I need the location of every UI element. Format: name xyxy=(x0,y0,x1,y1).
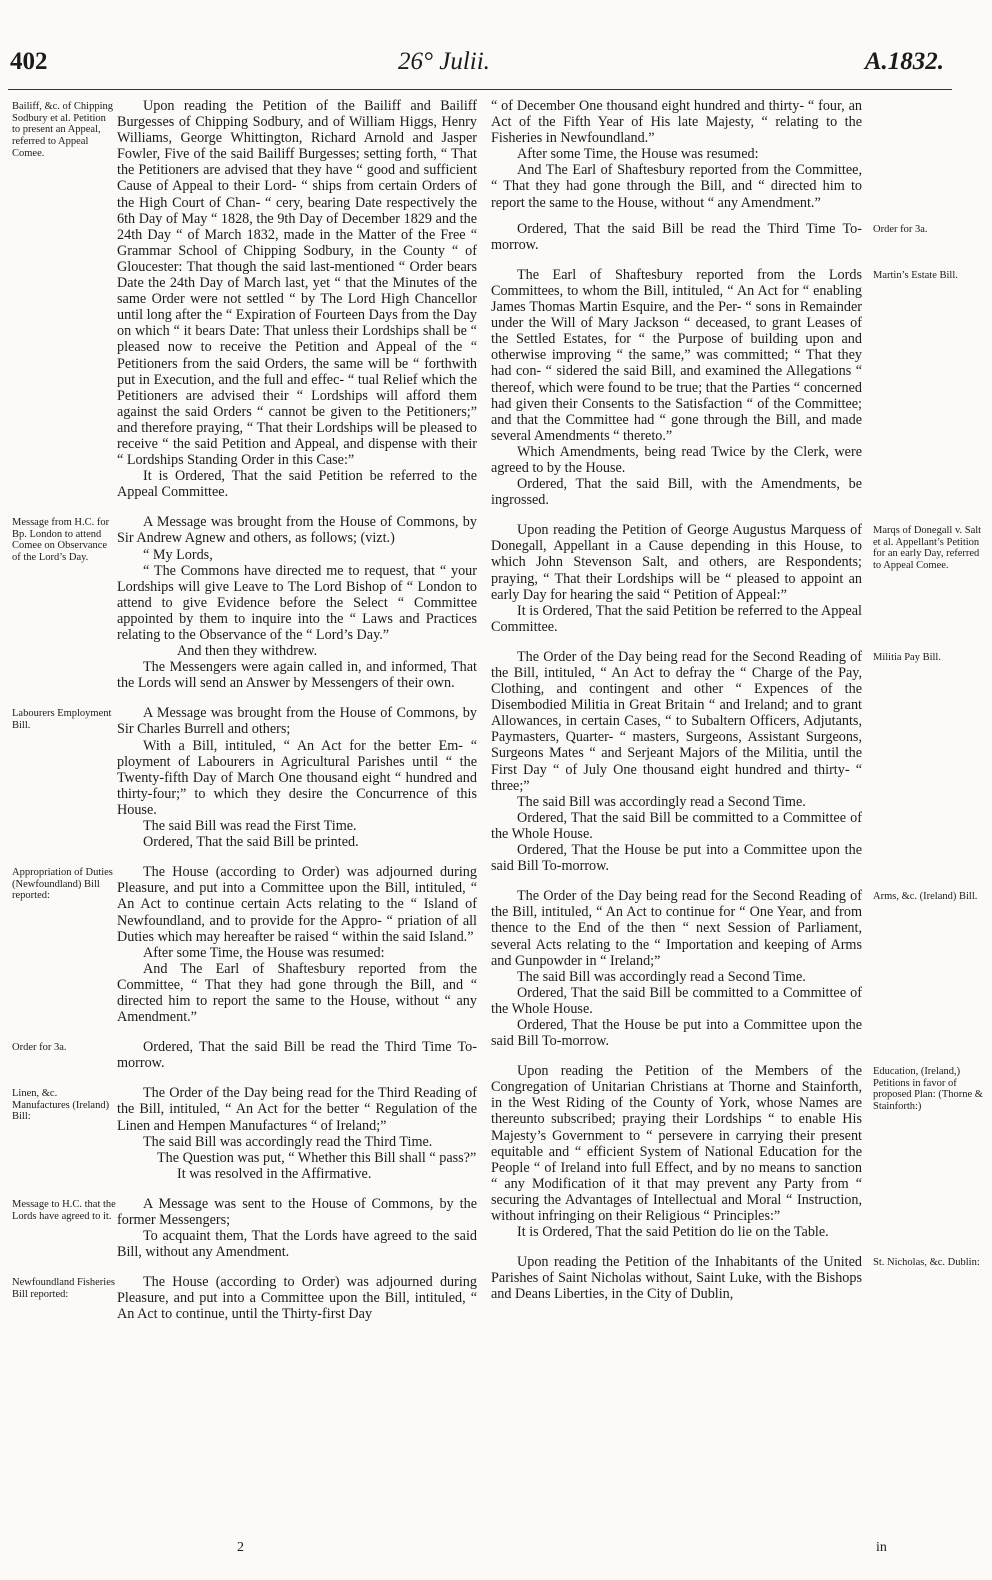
signature-mark: 2 xyxy=(237,1540,244,1555)
entry-paragraph: The House (according to Order) was adjourned during Pleasure, and put into a Committee upon the Bill, intituled, “ An Act to continue, until the Thirty-first Day xyxy=(117,1274,477,1323)
margin-note: Labourers Employment Bill. xyxy=(12,708,112,731)
entry-block xyxy=(117,1196,477,1260)
entry-paragraph: The said Bill was read the First Time. xyxy=(143,818,357,835)
entry-paragraph: “ of December One thousand eight hundred and thirty- “ four, an Act of the Fifth Year of His late Majesty, “ relating to the Fisheries in Newfoundland.” xyxy=(491,98,862,147)
entry-block xyxy=(491,267,862,508)
entry-paragraph: After some Time, the House was resumed: xyxy=(517,146,759,163)
entry-paragraph: It was resolved in the Affirmative. xyxy=(177,1165,372,1182)
header-rule xyxy=(8,89,952,90)
entry-block xyxy=(491,888,862,1049)
margin-note: Message from H.C. for Bp. London to attend Comee on Observance of the Lord’s Day. xyxy=(12,517,110,564)
entry-paragraph: And The Earl of Shaftesbury reported from the Committee, “ That they had gone through the Bill, and “ directed him to report the same to the House, without “ any Amendment.” xyxy=(491,162,862,211)
entry-paragraph: It is Ordered, That the said Petition be referred to the Appeal Committee. xyxy=(491,602,862,635)
entry-block xyxy=(117,1085,477,1182)
entry-block xyxy=(117,514,477,691)
entry-paragraph: It is Ordered, That the said Petition be referred to the Appeal Committee. xyxy=(117,468,477,501)
entry-paragraph: Upon reading the Petition of the Inhabitants of the United Parishes of Saint Nicholas without, Saint Luke, with the Bishops and Deans Liberties, in the City of Dublin, xyxy=(491,1254,862,1303)
entry-block xyxy=(491,1254,862,1302)
entry-paragraph: Ordered, That the said Bill be committed to a Committee of the Whole House. xyxy=(491,809,862,842)
entry-paragraph: The said Bill was accordingly read a Second Time. xyxy=(517,968,806,985)
entry-paragraph: The Order of the Day being read for the Second Reading of the Bill, intituled, “ An Act to continue for “ One Year, and from thence to the End of the then “ next Session of Parliament, several Acts relating to the “ Importation and keeping of Arms and Gunpowder in “ Ireland;” xyxy=(491,888,862,969)
left-column xyxy=(117,98,477,1323)
entry-paragraph: And The Earl of Shaftesbury reported from the Committee, “ That they had gone through the Bill, and “ directed him to report the same to the House, without “ any Amendment.” xyxy=(117,960,477,1026)
entry-block xyxy=(117,1274,477,1322)
entry-paragraph: After some Time, the House was resumed: xyxy=(143,944,385,961)
margin-note: Order for 3a. xyxy=(873,224,928,235)
margin-note: Order for 3a. xyxy=(12,1042,67,1053)
entry-paragraph: To acquaint them, That the Lords have agreed to the said Bill, without any Amendment. xyxy=(117,1228,477,1261)
margin-note: Message to H.C. that the Lords have agreed to it. xyxy=(12,1199,116,1222)
entry-paragraph: The Order of the Day being read for the Second Reading of the Bill, intituled, “ An Act to defray the “ Charge of the Pay, Clothing, and contingent and other “ Expences of the Disembodied Militia in Great Britain “ and Ireland; and to grant Allowances, in certain Cases, “ to Subaltern Officers, Adjutants, Paymasters, Quarter- “ masters, Surgeons, Assistant Surgeons, Surgeons Mates “ and Serjeant Majors of the Militia, until the First Day “ of July One thousand eight hundred and thirty- “ three;” xyxy=(491,648,862,794)
entry-block xyxy=(117,705,477,850)
entry-block xyxy=(491,649,862,874)
entry-paragraph: Which Amendments, being read Twice by the Clerk, were agreed to by the House. xyxy=(491,443,862,476)
entry-paragraph: The House (according to Order) was adjourned during Pleasure, and put into a Committee upon the Bill, intituled, “ An Act to continue certain Acts relating to the “ Island of Newfoundland, and to provide for the Appro- “ priation of all Duties which may hereafter be raised “ within the said Island.” xyxy=(117,864,477,945)
margin-note: Linen, &c. Manufactures (Ireland) Bill: xyxy=(12,1088,110,1123)
entry-block xyxy=(491,98,862,211)
margin-note: Bailiff, &c. of Chipping Sodbury et al. Petition to present an Appeal, referred to Appeal Comee. xyxy=(12,101,114,159)
entry-paragraph: Ordered, That the said Bill be printed. xyxy=(143,834,359,851)
right-column xyxy=(491,98,862,1302)
page-footer xyxy=(0,1540,992,1570)
entry-paragraph: Upon reading the Petition of the Members of the Congregation of Unitarian Christians at Thorne and Stainforth, in the West Riding of the County of York, whose Names are thereunto subscribed; praying their Lordships “ to enable His Majesty’s Government to “ persevere in carrying their present equitable and “ efficient System of National Education for the People “ of Ireland into full Effect, and by no means to sanction “ any Modification of it that may prevent any Party from “ securing the Advantages of Intellectual and Moral “ Instruction, without infringing on their Religious “ Principles:” xyxy=(491,1063,862,1224)
page-year: A.1832. xyxy=(864,48,944,75)
entry-block xyxy=(117,98,477,500)
margin-note: Marqs of Donegall v. Salt et al. Appellant’s Petition for an early Day, referred to Appeal Comee. xyxy=(873,525,982,572)
entry-paragraph: Upon reading the Petition of the Bailiff and Bailiff Burgesses of Chipping Sodbury, and of William Higgs, Henry Williams, George Whittington, Richard Arnold and Jasper Fowler, Five of the said Bailiff Burgesses; setting forth, “ That the Petitioners are advised that they have “ good and sufficient Cause of Appeal to their Lord- “ ships from certain Orders of the High Court of Chan- “ cery, bearing Date respectively the 6th Day of May “ 1828, the 9th Day of December 1829 and the 24th Day “ of March 1832, made in the Matter of the Free “ Grammar School of Chipping Sodbury, in the County “ of Gloucester: That though the said last-mentioned “ Order bears Date the 24th Day of March last, yet “ that the Minutes of the same Order were not settled “ by The Lord High Chancellor until long after the “ Expiration of Fourteen Days from the Day on which “ it bears Date: That unless their Lordships shall be “ pleased now to receive the Petition and Appeal of the “ Petitioners from the said Orders, the same will be “ forthwith put in Execution, and the full and effec- “ tual Relief which the Petitioners are advised their “ Lordships will afford them against the said Orders “ cannot be given to the Petitioners;” and therefore praying, “ That their Lordships will be pleased to receive “ the said Petition and Appeal, and dispense with their “ Lordships Standing Order in this Case:” xyxy=(117,98,477,469)
entry-block xyxy=(491,221,862,253)
margin-note: Appropriation of Duties (Newfoundland) Bill reported: xyxy=(12,867,113,902)
entry-paragraph: “ My Lords, xyxy=(143,546,213,563)
entry-paragraph: Ordered, That the said Bill be committed to a Committee of the Whole House. xyxy=(491,984,862,1017)
entry-paragraph: The said Bill was accordingly read a Second Time. xyxy=(517,793,806,810)
entry-paragraph: The said Bill was accordingly read the Third Time. xyxy=(143,1133,433,1150)
entry-block xyxy=(491,1063,862,1240)
margin-note: Newfoundland Fisheries Bill reported: xyxy=(12,1277,115,1300)
page-date: 26° Julii. xyxy=(398,48,490,75)
entry-paragraph: Upon reading the Petition of George Augustus Marquess of Donegall, Appellant in a Cause depending in this House, to which John Stevenson Salt, and others, are Respondents; praying, “ That their Lordships will be “ pleased to appoint an early Day for hearing the said “ Petition of Appeal:” xyxy=(491,522,862,603)
entry-block xyxy=(491,522,862,635)
entry-paragraph: Ordered, That the House be put into a Committee upon the said Bill To-morrow. xyxy=(491,842,862,875)
entry-paragraph: Ordered, That the said Bill, with the Amendments, be ingrossed. xyxy=(491,476,862,509)
entry-paragraph: A Message was brought from the House of Commons, by Sir Charles Burrell and others; xyxy=(117,705,477,738)
catchword: in xyxy=(876,1540,887,1555)
entry-paragraph: The Earl of Shaftesbury reported from the Lords Committees, to whom the Bill, intituled, “ An Act for “ enabling James Thomas Martin Esquire, and the Per- “ sons in Remainder under the Will of Mary Jackson “ deceased, to grant Leases of the Settled Estates, for “ the Purpose of building upon and otherwise improving “ the same,” was committed; “ That they had con- “ sidered the said Bill, and examined the Allegations “ thereof, which were found to be true; that the Parties “ concerned had given their Consents to the Satisfaction “ of the Committee; and that the Committee had “ gone through the Bill, and made several Amendments “ thereto.” xyxy=(491,266,862,444)
entry-block xyxy=(117,864,477,1025)
entry-block xyxy=(117,1039,477,1071)
entry-paragraph: A Message was sent to the House of Commons, by the former Messengers; xyxy=(117,1195,477,1228)
entry-paragraph: The Question was put, “ Whether this Bill shall “ pass?” xyxy=(157,1149,477,1166)
page-number: 402 xyxy=(10,48,48,75)
entry-paragraph: Ordered, That the said Bill be read the Third Time To-morrow. xyxy=(117,1039,477,1072)
entry-paragraph: “ The Commons have directed me to request, that “ your Lordships will give Leave to The Lord Bishop of “ London to attend to give Evidence before the Select “ Committee appointed by them to inquire into the “ Laws and Practices relating to the Observance of the “ Lord’s Day.” xyxy=(117,562,477,643)
margin-note: Martin’s Estate Bill. xyxy=(873,270,958,281)
entry-paragraph: Ordered, That the said Bill be read the Third Time To-morrow. xyxy=(491,220,862,253)
margin-note: Militia Pay Bill. xyxy=(873,652,941,663)
margin-note: Arms, &c. (Ireland) Bill. xyxy=(873,891,978,902)
entry-paragraph: The Order of the Day being read for the Third Reading of the Bill, intituled, “ An Act for the better “ Regulation of the Linen and Hempen Manufactures “ of Ireland;” xyxy=(117,1085,477,1134)
entry-paragraph: With a Bill, intituled, “ An Act for the better Em- “ ployment of Labourers in Agricultural Parishes until “ the Twenty-fifth Day of March One thousand eight “ hundred and thirty-four;” to which they desire the Concurrence of this House. xyxy=(117,737,477,818)
entry-paragraph: The Messengers were again called in, and informed, That the Lords will send an Answer by Messengers of their own. xyxy=(117,659,477,692)
margin-note: St. Nicholas, &c. Dublin: xyxy=(873,1257,980,1268)
entry-paragraph: It is Ordered, That the said Petition do lie on the Table. xyxy=(517,1224,829,1241)
margin-note: Education, (Ireland,) Petitions in favor of proposed Plan: (Thorne & Stainforth:) xyxy=(873,1066,983,1113)
entry-paragraph: A Message was brought from the House of Commons, by Sir Andrew Agnew and others, as follows; (vizt.) xyxy=(117,514,477,547)
entry-paragraph: And then they withdrew. xyxy=(177,643,318,660)
page-header xyxy=(0,48,992,88)
entry-paragraph: Ordered, That the House be put into a Committee upon the said Bill To-morrow. xyxy=(491,1016,862,1050)
